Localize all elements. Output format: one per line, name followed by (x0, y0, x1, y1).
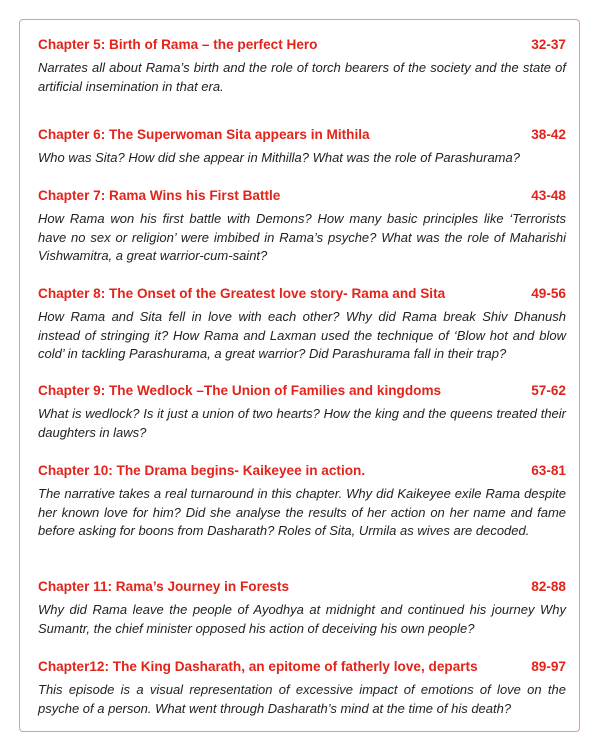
chapter-pages: 82-88 (531, 579, 566, 594)
chapter-title: Chapter 9: The Wedlock –The Union of Families and kingdoms (38, 383, 442, 398)
chapter-heading-row (38, 285, 566, 303)
chapter-pages: 49-56 (531, 286, 566, 301)
chapter-description: Why did Rama leave the people of Ayodhya at midnight and continued his journey Why Sumantr, the chief minister opposed his action of deceiving his own people? (38, 602, 566, 636)
chapter-pages: 32-37 (531, 37, 566, 52)
chapter-pages: 38-42 (531, 127, 566, 142)
chapter-entry (38, 578, 566, 658)
chapter-entry (38, 36, 566, 126)
chapter-description: How Rama and Sita fell in love with each other? Why did Rama break Shiv Dhanush instead of stringing it? How Rama and Laxman used the technique of ‘Blow hot and blow cold’ in tackling Parashurama, a great warrior? Did Parashurama fall in their trap? (38, 309, 566, 361)
chapter-description: Who was Sita? How did she appear in Mithilla? What was the role of Parashurama? (38, 150, 520, 165)
chapter-pages: 89-97 (531, 659, 566, 674)
chapter-pages: 43-48 (531, 188, 566, 203)
chapter-description: The narrative takes a real turnaround in this chapter. Why did Kaikeyee exile Rama despite her known love for him? Did she analyse the results of her action on her name and fame before asking for boons from Dasharath? Roles of Sita, Urmila as wives are decoded. (38, 486, 566, 538)
chapter-pages: 63-81 (531, 463, 566, 478)
chapter-title: Chapter 5: Birth of Rama – the perfect Hero (38, 37, 318, 52)
chapter-heading-row (38, 187, 566, 205)
chapter-title: Chapter 6: The Superwoman Sita appears in Mithila (38, 127, 370, 142)
chapter-description: Narrates all about Rama’s birth and the role of torch bearers of the society and the state of artificial insemination in that era. (38, 60, 566, 94)
chapter-title: Chapter 10: The Drama begins- Kaikeyee in action. (38, 463, 366, 478)
chapter-heading-row (38, 126, 566, 144)
chapter-entry (38, 382, 566, 462)
chapter-entry (38, 462, 566, 578)
chapter-entry (38, 126, 566, 187)
chapter-pages: 57-62 (531, 383, 566, 398)
chapter-heading-row (38, 462, 566, 480)
chapter-description: This episode is a visual representation of excessive impact of emotions of love on the psyche of a person. What went through Dasharath’s mind at the time of his death? (38, 682, 566, 716)
chapter-heading-row (38, 658, 566, 676)
chapter-title: Chapter 8: The Onset of the Greatest love story- Rama and Sita (38, 286, 446, 301)
chapter-entry (38, 658, 566, 718)
chapter-description: What is wedlock? Is it just a union of two hearts? How the king and the queens treated their daughters in laws? (38, 406, 566, 440)
chapter-heading-row (38, 36, 566, 54)
table-of-contents (38, 36, 566, 718)
chapter-title: Chapter12: The King Dasharath, an epitome of fatherly love, departs (38, 659, 478, 674)
chapter-heading-row (38, 382, 566, 400)
chapter-description: How Rama won his first battle with Demons? How many basic principles like ‘Terrorists have no sex or religion’ were imbibed in Rama’s psyche? What was the role of Maharishi Vishwamitra, a great warrior-cum-saint? (38, 211, 566, 263)
chapter-entry (38, 285, 566, 382)
chapter-heading-row (38, 578, 566, 596)
chapter-title: Chapter 7: Rama Wins his First Battle (38, 188, 281, 203)
chapter-title: Chapter 11: Rama’s Journey in Forests (38, 579, 290, 594)
chapter-entry (38, 187, 566, 285)
